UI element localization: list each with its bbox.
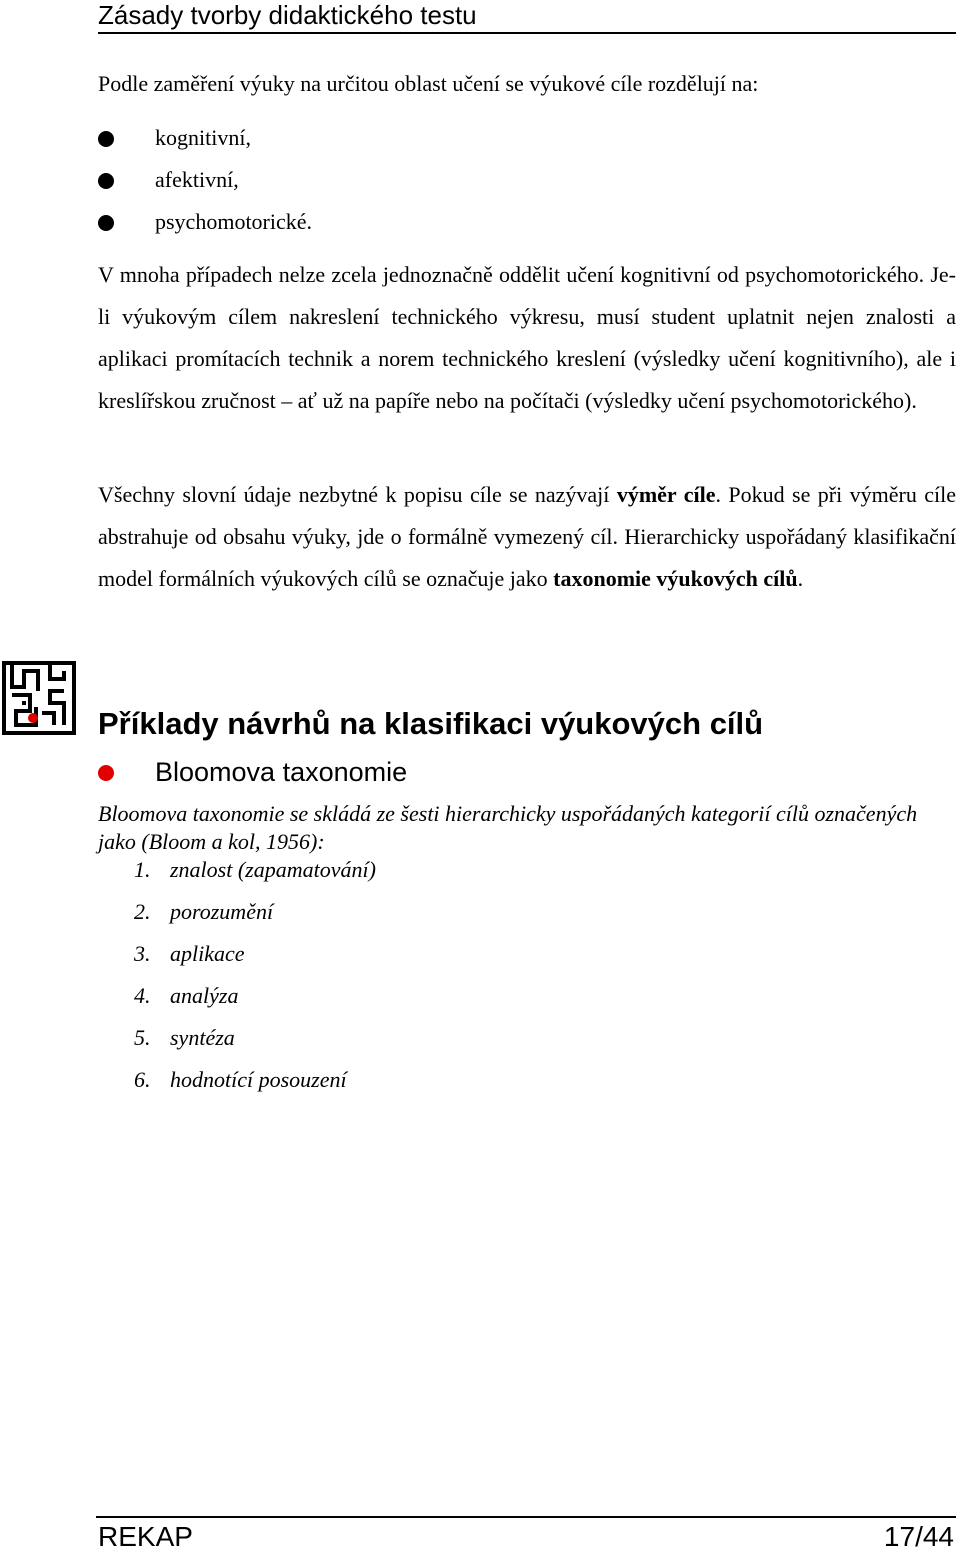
- header-title: Zásady tvorby didaktického testu: [98, 0, 477, 30]
- intro-text: Podle zaměření výuky na určitou oblast učení se výukové cíle rozdělují na:: [98, 71, 759, 96]
- paragraph-2: Všechny slovní údaje nezbytné k popisu cíle se nazývají výměr cíle. Pokud se při výměru cíle abstrahuje od obsahu výuky, jde o formálně vymezený cíl. Hierarchicky uspořádaný klasifikační model formálních výukových cílů se označuje jako taxonomie výukových cílů.: [98, 482, 956, 591]
- page-number: 17/44: [883, 1521, 954, 1552]
- footer-label: REKAP: [98, 1521, 193, 1552]
- red-bullet-icon: [98, 765, 114, 781]
- taxonomy-description: Bloomova taxonomie se skládá ze šesti hierarchicky uspořádaných kategorií cílů označených jako (Bloom a kol, 1956):: [98, 801, 918, 854]
- list-item: afektivní,: [98, 166, 956, 208]
- bullet-icon: [98, 215, 114, 231]
- bullet-icon: [98, 173, 114, 189]
- term-vymer-cile: výměr cíle: [616, 482, 716, 507]
- section-heading: Příklady návrhů na klasifikaci výukových cílů: [98, 706, 764, 741]
- bullet-list: [98, 124, 956, 250]
- subheading: [98, 754, 798, 790]
- page-footer: [96, 1516, 956, 1552]
- page-header: [98, 0, 956, 34]
- list-item: kognitivní,: [98, 124, 956, 166]
- bullet-icon: [98, 131, 114, 147]
- maze-icon: [2, 661, 76, 735]
- term-taxonomie: taxonomie výukových cílů: [553, 566, 798, 591]
- subheading-text: Bloomova taxonomie: [155, 757, 408, 787]
- list-item: psychomotorické.: [98, 208, 956, 250]
- paragraph-1: V mnoha případech nelze zcela jednoznačně oddělit učení kognitivní od psychomotorického. Je-li výukovým cílem nakreslení technického výkresu, musí student uplatnit nejen znalosti a aplikaci promítacích technik a norem technického kreslení (výsledky učení kognitivního), ale i kreslířskou zručnost – ať už na papíře nebo na počítači (výsledky učení psychomotorického).: [98, 262, 956, 413]
